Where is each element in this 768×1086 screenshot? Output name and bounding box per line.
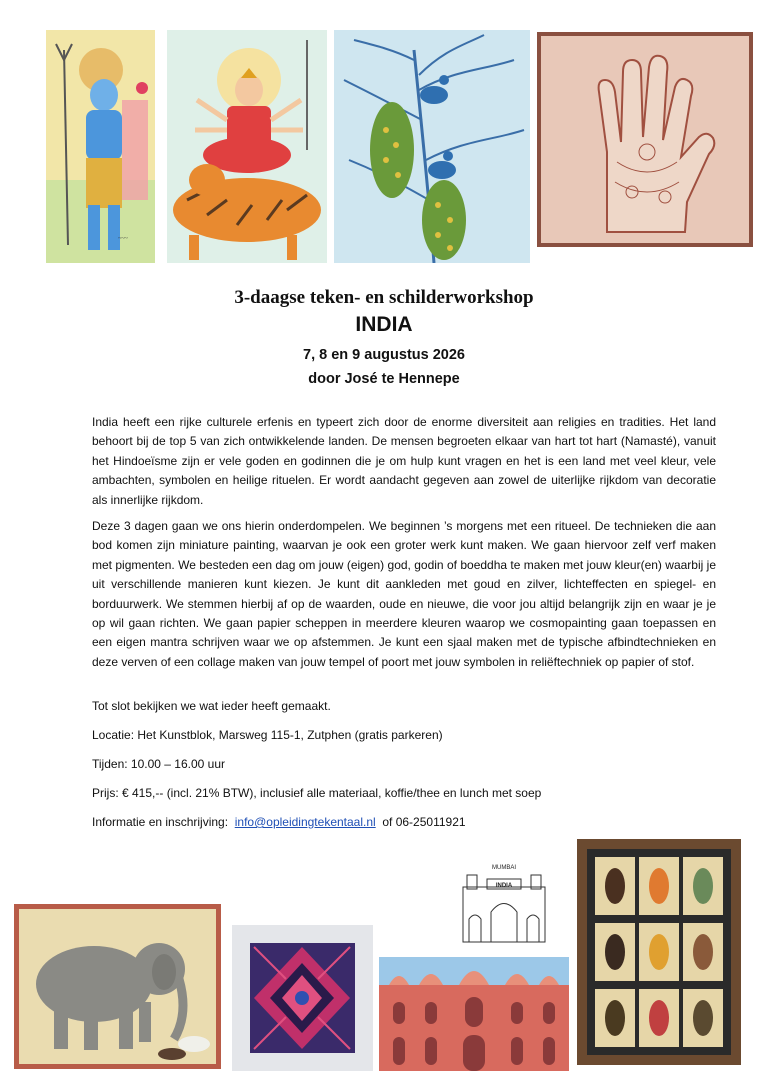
paragraph-closing: Tot slot bekijken we wat ieder heeft gemaakt. <box>92 699 331 713</box>
info-line <box>92 815 466 829</box>
times-line: Tijden: 10.00 – 16.00 uur <box>92 757 225 771</box>
workshop-subtitle: 3-daagse teken- en schilderworkshop <box>234 287 534 308</box>
paragraph-intro: India heeft een rijke culturele erfenis en typeert zich door de enorme diversiteit aan religies en tradities. Het land behoort bij de top 5 van zich ontwikkelende landen. De mensen begroeten elkaar van hart tot hart (Namasté), vanuit het Hindoeïsme zijn er vele goden en godinnen die je om hulp kunt vragen en het is een land met veel kleur, vele ambachten, symbolen en heilige rituelen. Er wordt aandacht gegeven aan zowel de uiterlijke rijkdom van decoratie als innerlijke rijkdom. <box>92 415 716 507</box>
mandala-artwork <box>232 925 373 1071</box>
description <box>92 413 716 679</box>
palmistry-hand-painting <box>537 32 753 247</box>
workshop-dates: 7, 8 en 9 augustus 2026 <box>303 347 465 363</box>
price-line: Prijs: € 415,-- (incl. 21% BTW), inclusief alle materiaal, koffie/thee en lunch met soep <box>92 786 542 800</box>
workshop-author: door José te Hennepe <box>308 371 460 387</box>
phone-text: of 06-25011921 <box>382 815 466 829</box>
jaipur-palace-photo <box>379 957 569 1071</box>
shiva-painting <box>46 30 155 263</box>
gate-caption: MUMBAI <box>492 865 516 871</box>
peacock-painting <box>334 30 530 263</box>
info-label: Informatie en inschrijving: <box>92 815 229 829</box>
elephant-painting <box>14 904 221 1069</box>
email-link[interactable]: info@opleidingtekentaal.nl <box>234 815 376 829</box>
durga-painting <box>167 30 327 263</box>
paragraph-program: Deze 3 dagen gaan we ons hierin onderdompelen. We beginnen ’s morgens met een ritueel. De technieken die aan bod komen zijn miniature painting, waarvan je ook een groter werk kunt maken. We gaan hiervoor zelf verf maken met pigmenten. We besteden een dag om jouw (eigen) god, godin of boeddha te maken met jouw kleur(en) waarbij je uit verschillende manieren kunt kiezen. Je kunt dit aankleden met goud en zilver, lichteffecten en spiegel- en borduurwerk. We stemmen hierbij af op de waarden, oude en nieuwe, die voor jou altijd belangrijk zijn en waar je je op wil gaan richten. We gaan papier scheppen in meerdere kleuren waarop we cosmopainting gaan toepassen en een eigen mantra schrijven waar we op afstemmen. Je kunt een sjaal maken met de typische afbindtechnieken en deze verven of een collage maken van jouw tempel of poort met jouw symbolen in reliëftechniek op papier of stof. <box>92 519 716 669</box>
gate-sign: INDIA <box>495 883 513 889</box>
location-line: Locatie: Het Kunstblok, Marsweg 115-1, Zutphen (gratis parkeren) <box>92 728 443 742</box>
page-title: INDIA <box>355 313 413 336</box>
gate-of-india-drawing <box>443 857 565 947</box>
framed-symbols-artwork <box>577 839 741 1065</box>
svg-text:~~~: ~~~ <box>118 236 128 242</box>
